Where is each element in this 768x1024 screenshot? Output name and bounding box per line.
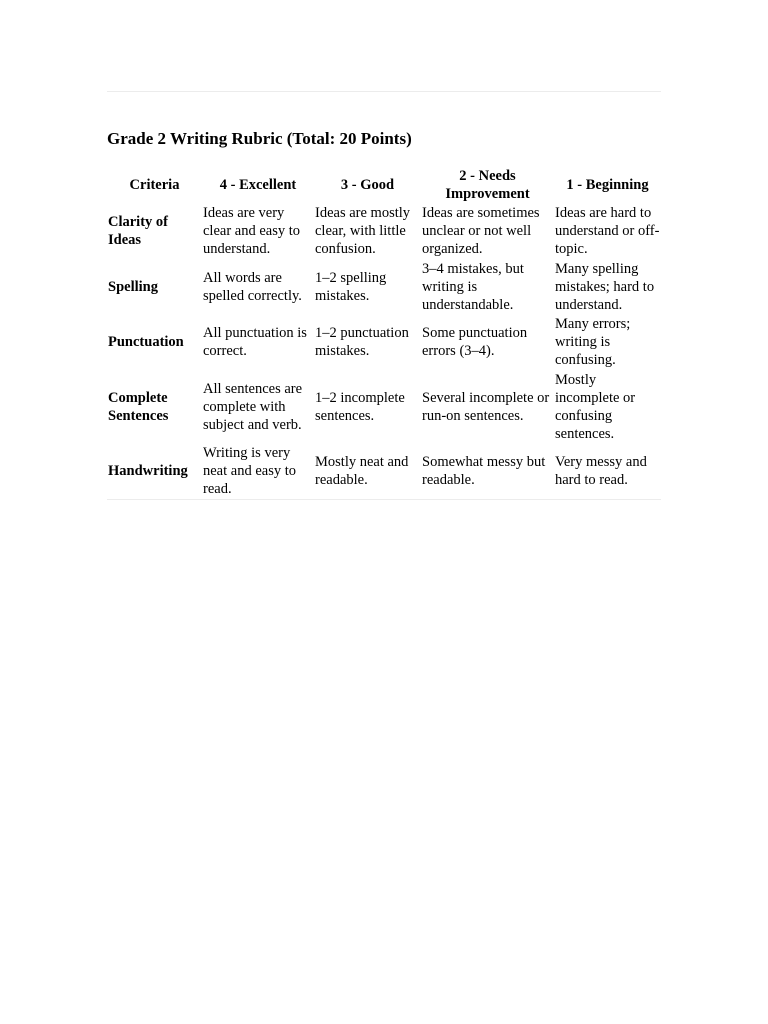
good-cell: 1–2 spelling mistakes.: [315, 269, 387, 304]
good-cell: Ideas are mostly clear, with little confusion.: [315, 205, 411, 257]
good-cell: 1–2 incomplete sentences.: [315, 389, 405, 424]
good-cell: 1–2 punctuation mistakes.: [315, 325, 409, 359]
header-good: 3 - Good: [340, 177, 395, 193]
criterion-cell: Handwriting: [108, 463, 188, 479]
criterion-cell: Clarity of Ideas: [108, 214, 168, 248]
good-cell: Mostly neat and readable.: [315, 454, 409, 488]
table-row: [107, 443, 661, 499]
excellent-cell: Ideas are very clear and easy to understand.: [203, 205, 301, 257]
excellent-cell: All words are spelled correctly.: [203, 269, 302, 304]
header-excellent: 4 - Excellent: [219, 177, 297, 193]
beginning-cell: Ideas are hard to understand or off-topic.: [555, 205, 660, 257]
needs-improvement-cell: Some punctuation errors (3–4).: [422, 325, 528, 359]
table-row: [107, 203, 661, 259]
criterion-cell: Spelling: [108, 278, 158, 295]
top-divider: [107, 91, 661, 92]
table-row: [107, 370, 661, 443]
table-row: [107, 259, 661, 314]
bottom-divider: [107, 499, 661, 500]
needs-improvement-cell: Somewhat messy but readable.: [422, 454, 546, 488]
needs-improvement-cell: 3–4 mistakes, but writing is understandable.: [422, 260, 524, 313]
excellent-cell: All sentences are complete with subject and verb.: [203, 380, 303, 433]
needs-improvement-cell: Several incomplete or run-on sentences.: [422, 389, 550, 424]
beginning-cell: Many spelling mistakes; hard to understand.: [555, 260, 655, 313]
header-criteria: Criteria: [129, 177, 180, 193]
criterion-cell: Complete Sentences: [108, 389, 169, 424]
excellent-cell: Writing is very neat and easy to read.: [203, 445, 297, 497]
header-row: [107, 167, 661, 203]
beginning-cell: Mostly incomplete or confusing sentences.: [555, 371, 636, 442]
criterion-cell: Punctuation: [108, 334, 184, 350]
beginning-cell: Many errors; writing is confusing.: [555, 316, 631, 368]
beginning-cell: Very messy and hard to read.: [555, 454, 647, 488]
rubric-table: [107, 167, 661, 499]
needs-improvement-cell: Ideas are sometimes unclear or not well organized.: [422, 205, 540, 257]
document-title: Grade 2 Writing Rubric (Total: 20 Points): [107, 129, 412, 148]
table-row: [107, 314, 661, 370]
header-beginning: 1 - Beginning: [566, 177, 649, 193]
excellent-cell: All punctuation is correct.: [203, 325, 307, 359]
header-needs-improvement: 2 - Needs Improvement: [445, 168, 530, 202]
